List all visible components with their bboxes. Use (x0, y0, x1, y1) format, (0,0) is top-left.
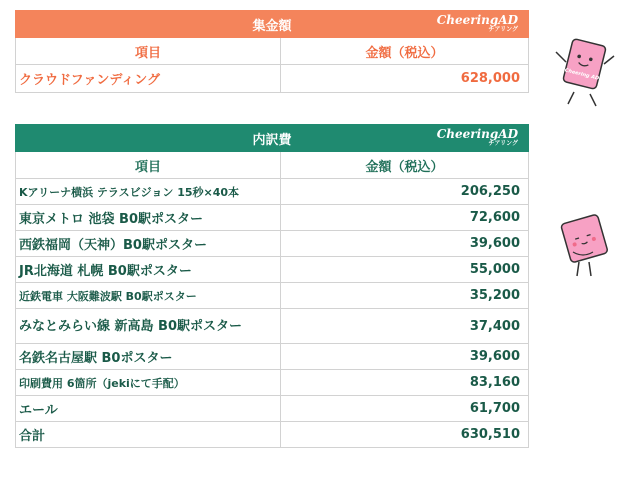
row-amount: 35,200 (281, 283, 529, 309)
column-header-item: 項目 (16, 152, 281, 179)
breakdown-header (16, 125, 529, 152)
row-label: 近鉄電車 大阪難波駅 B0駅ポスター (16, 283, 281, 309)
row-label: Kアリーナ横浜 テラスビジョン 15秒×40本 (16, 179, 281, 205)
cheering-ad-logo: CheeringAD チアリング (436, 127, 518, 147)
funding-header (16, 11, 529, 38)
row-amount: 55,000 (281, 257, 529, 283)
column-header-amount: 金額（税込） (281, 38, 529, 65)
row-amount: 628,000 (281, 65, 529, 93)
row-label: みなとみらい線 新高島 B0駅ポスター (16, 309, 281, 344)
table-row (16, 205, 529, 231)
row-amount: 83,160 (281, 370, 529, 396)
column-header-item: 項目 (16, 38, 281, 65)
table-row (16, 370, 529, 396)
row-label: 西鉄福岡（天神）B0駅ポスター (16, 231, 281, 257)
mascot-text: Cheering AD (564, 67, 600, 82)
row-label: JR北海道 札幌 B0駅ポスター (16, 257, 281, 283)
table-row (16, 283, 529, 309)
row-label: 東京メトロ 池袋 B0駅ポスター (16, 205, 281, 231)
table-row (16, 179, 529, 205)
funding-table (15, 10, 529, 93)
total-amount: 630,510 (281, 422, 529, 448)
row-label: 印刷費用 6箇所（jekiにて手配） (16, 370, 281, 396)
mascot-shy-icon (555, 212, 619, 284)
row-label: 名鉄名古屋駅 B0ポスター (16, 344, 281, 370)
column-header-amount: 金額（税込） (281, 152, 529, 179)
total-row (16, 422, 529, 448)
table-row (16, 257, 529, 283)
row-label: エール (16, 396, 281, 422)
row-amount: 61,700 (281, 396, 529, 422)
table-row (16, 231, 529, 257)
cheering-ad-logo: CheeringAD チアリング (436, 13, 518, 33)
row-label: クラウドファンディング (16, 65, 281, 93)
total-label: 合計 (16, 422, 281, 448)
row-amount: 39,600 (281, 231, 529, 257)
breakdown-title: 内訳費 (252, 132, 292, 148)
table-row (16, 309, 529, 344)
row-amount: 72,600 (281, 205, 529, 231)
row-amount: 39,600 (281, 344, 529, 370)
table-row (16, 65, 529, 93)
table-row (16, 344, 529, 370)
table-row (16, 396, 529, 422)
breakdown-table (15, 124, 529, 448)
funding-column-headers (16, 38, 529, 65)
funding-title: 集金額 (252, 18, 292, 34)
row-amount: 37,400 (281, 309, 529, 344)
row-amount: 206,250 (281, 179, 529, 205)
mascot-jumping-icon (552, 38, 616, 110)
breakdown-column-headers (16, 152, 529, 179)
